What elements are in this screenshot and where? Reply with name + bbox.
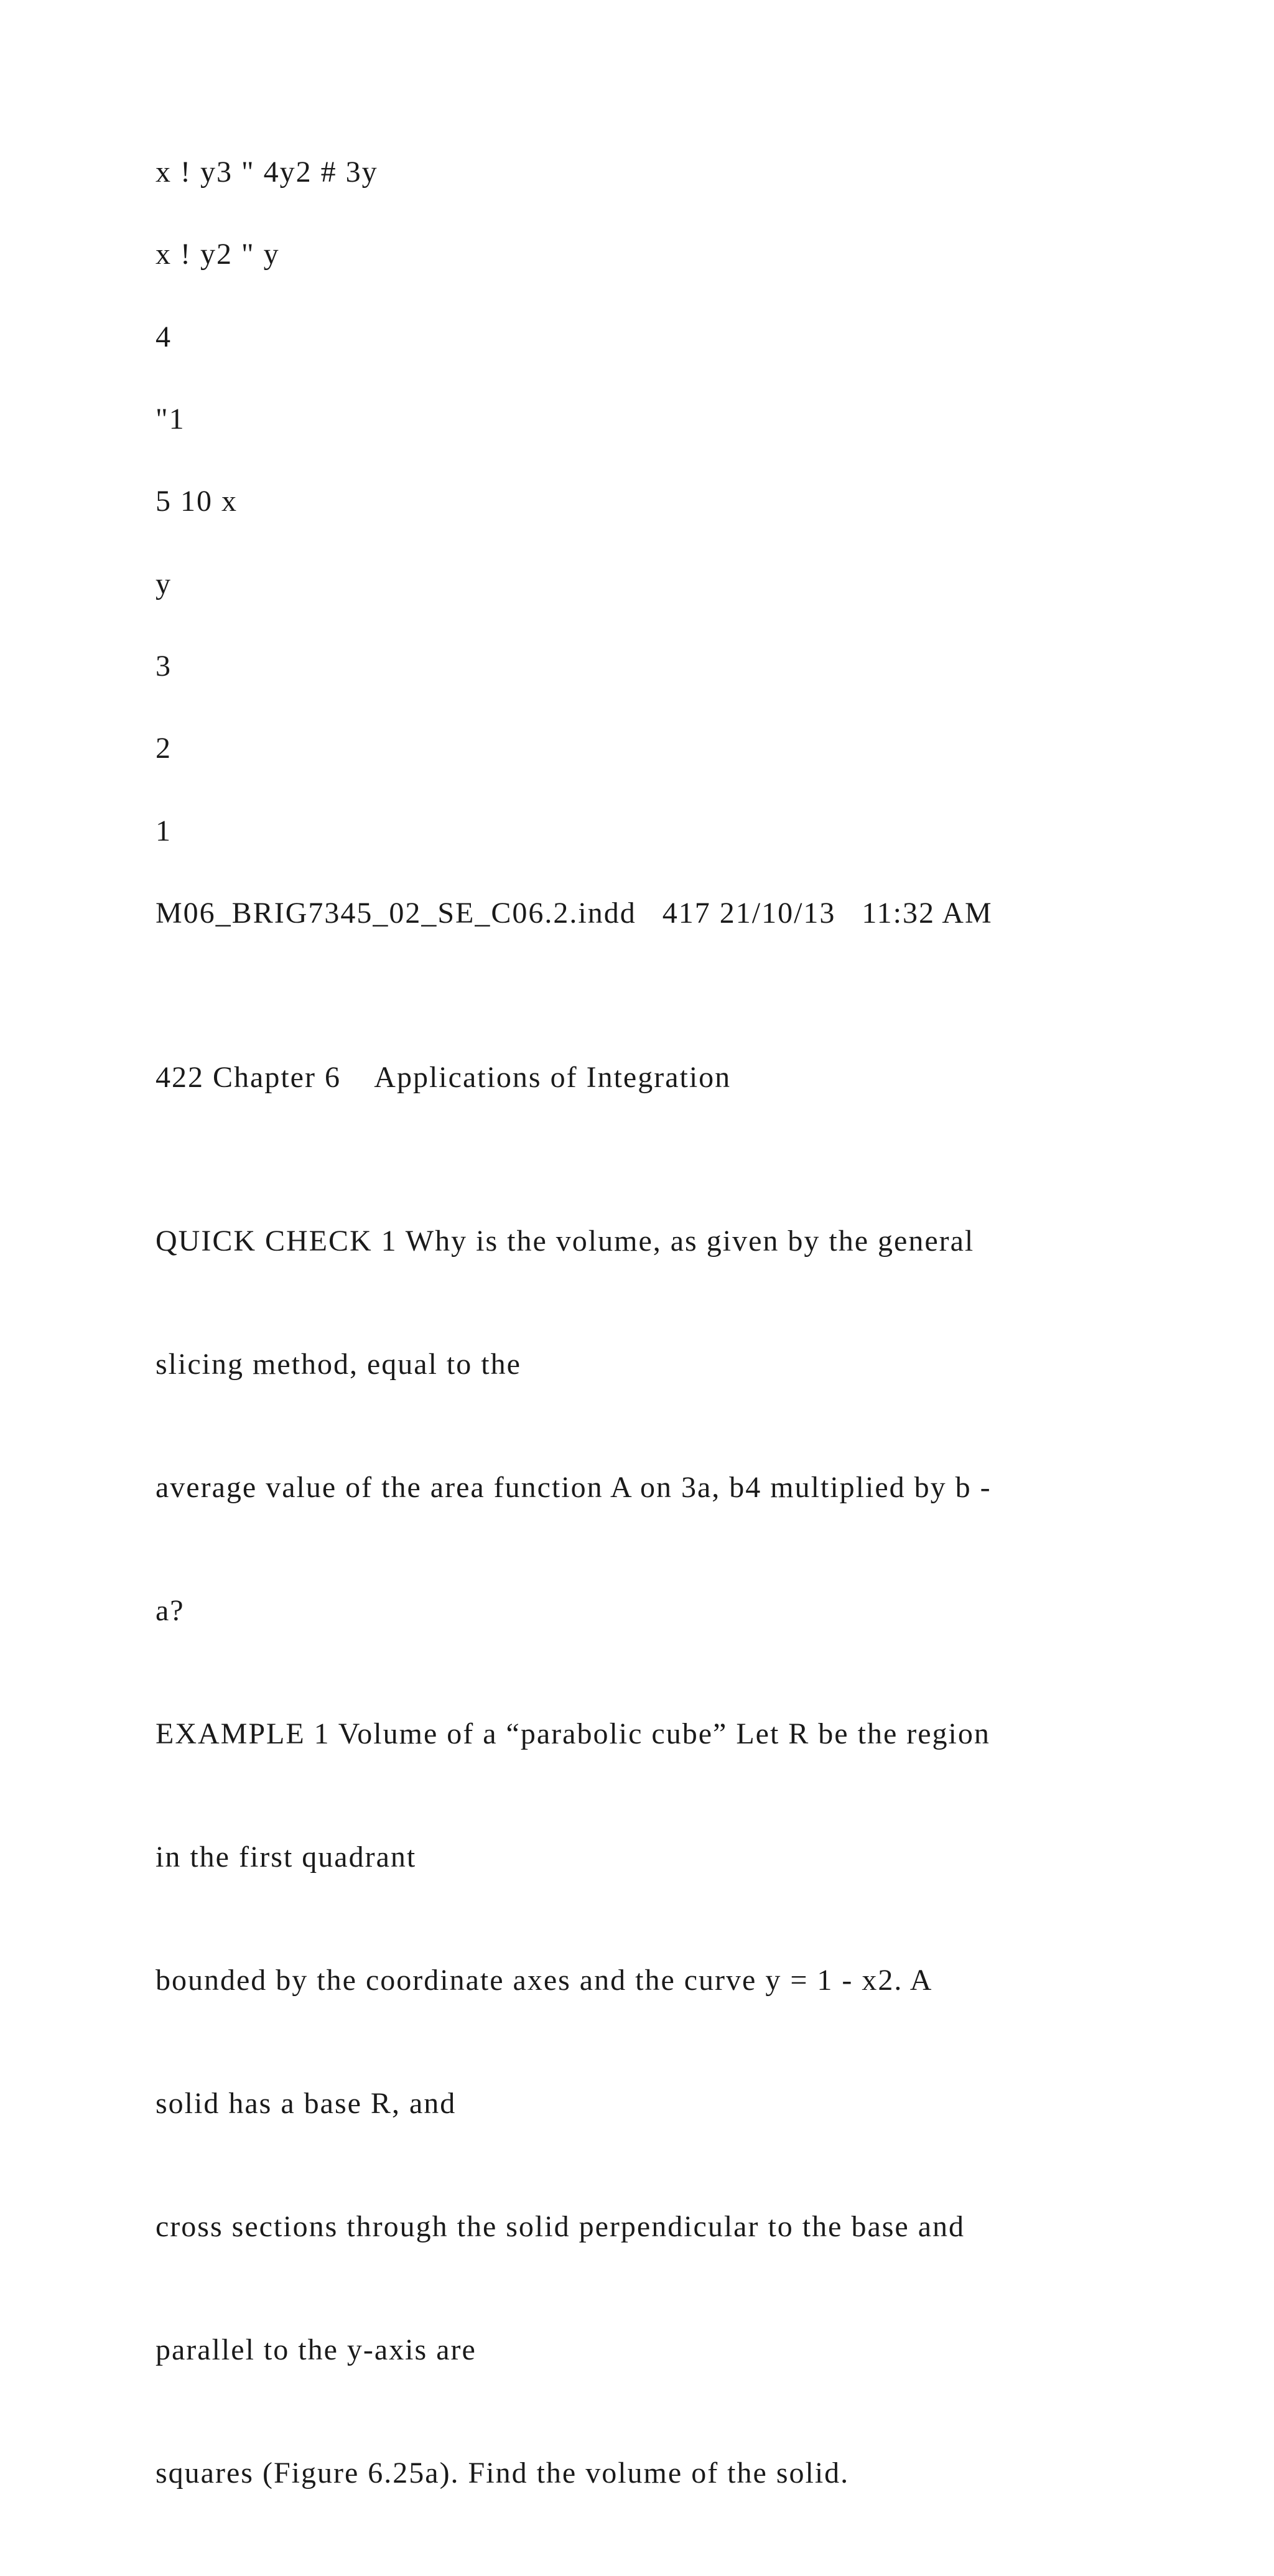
figure-label-equation-cubic: x ! y3 " 4y2 # 3y xyxy=(156,156,378,189)
body-line: average value of the area function A on 3a, b4 multiplied by b - xyxy=(156,1471,992,1504)
body-line: parallel to the y-axis are xyxy=(156,2333,477,2366)
body-line: bounded by the coordinate axes and the curve y = 1 - x2. A xyxy=(156,1964,933,1997)
figure-label-tick: 4 xyxy=(156,320,172,353)
body-line: a? xyxy=(156,1594,185,1627)
body-line: solid has a base R, and xyxy=(156,2087,457,2120)
figure-label-x-axis: 5 10 x xyxy=(156,485,238,518)
body-text xyxy=(156,1139,1151,2576)
figure-label-tick: "1 xyxy=(156,403,185,436)
figure-label-tick: 3 xyxy=(156,650,172,683)
figure-label-tick: 1 xyxy=(156,814,172,847)
body-line: QUICK CHECK 1 Why is the volume, as given by the general xyxy=(156,1225,975,1258)
body-line: cross sections through the solid perpendicular to the base and xyxy=(156,2210,965,2243)
body-line: slicing method, equal to the xyxy=(156,1348,521,1381)
figure-label-tick: 2 xyxy=(156,732,172,765)
body-line: EXAMPLE 1 Volume of a “parabolic cube” Let R be the region xyxy=(156,1717,990,1750)
running-head: 422 Chapter 6 Applications of Integration xyxy=(156,1061,732,1094)
body-line: squares (Figure 6.25a). Find the volume of the solid. xyxy=(156,2457,850,2490)
footer-slug: M06_BRIG7345_02_SE_C06.2.indd 417 21/10/13 11:32 AM xyxy=(156,897,993,930)
body-line: in the first quadrant xyxy=(156,1841,417,1874)
figure-label-equation-quadratic: x ! y2 " y xyxy=(156,238,280,271)
figure-label-y-axis: y xyxy=(156,567,172,600)
